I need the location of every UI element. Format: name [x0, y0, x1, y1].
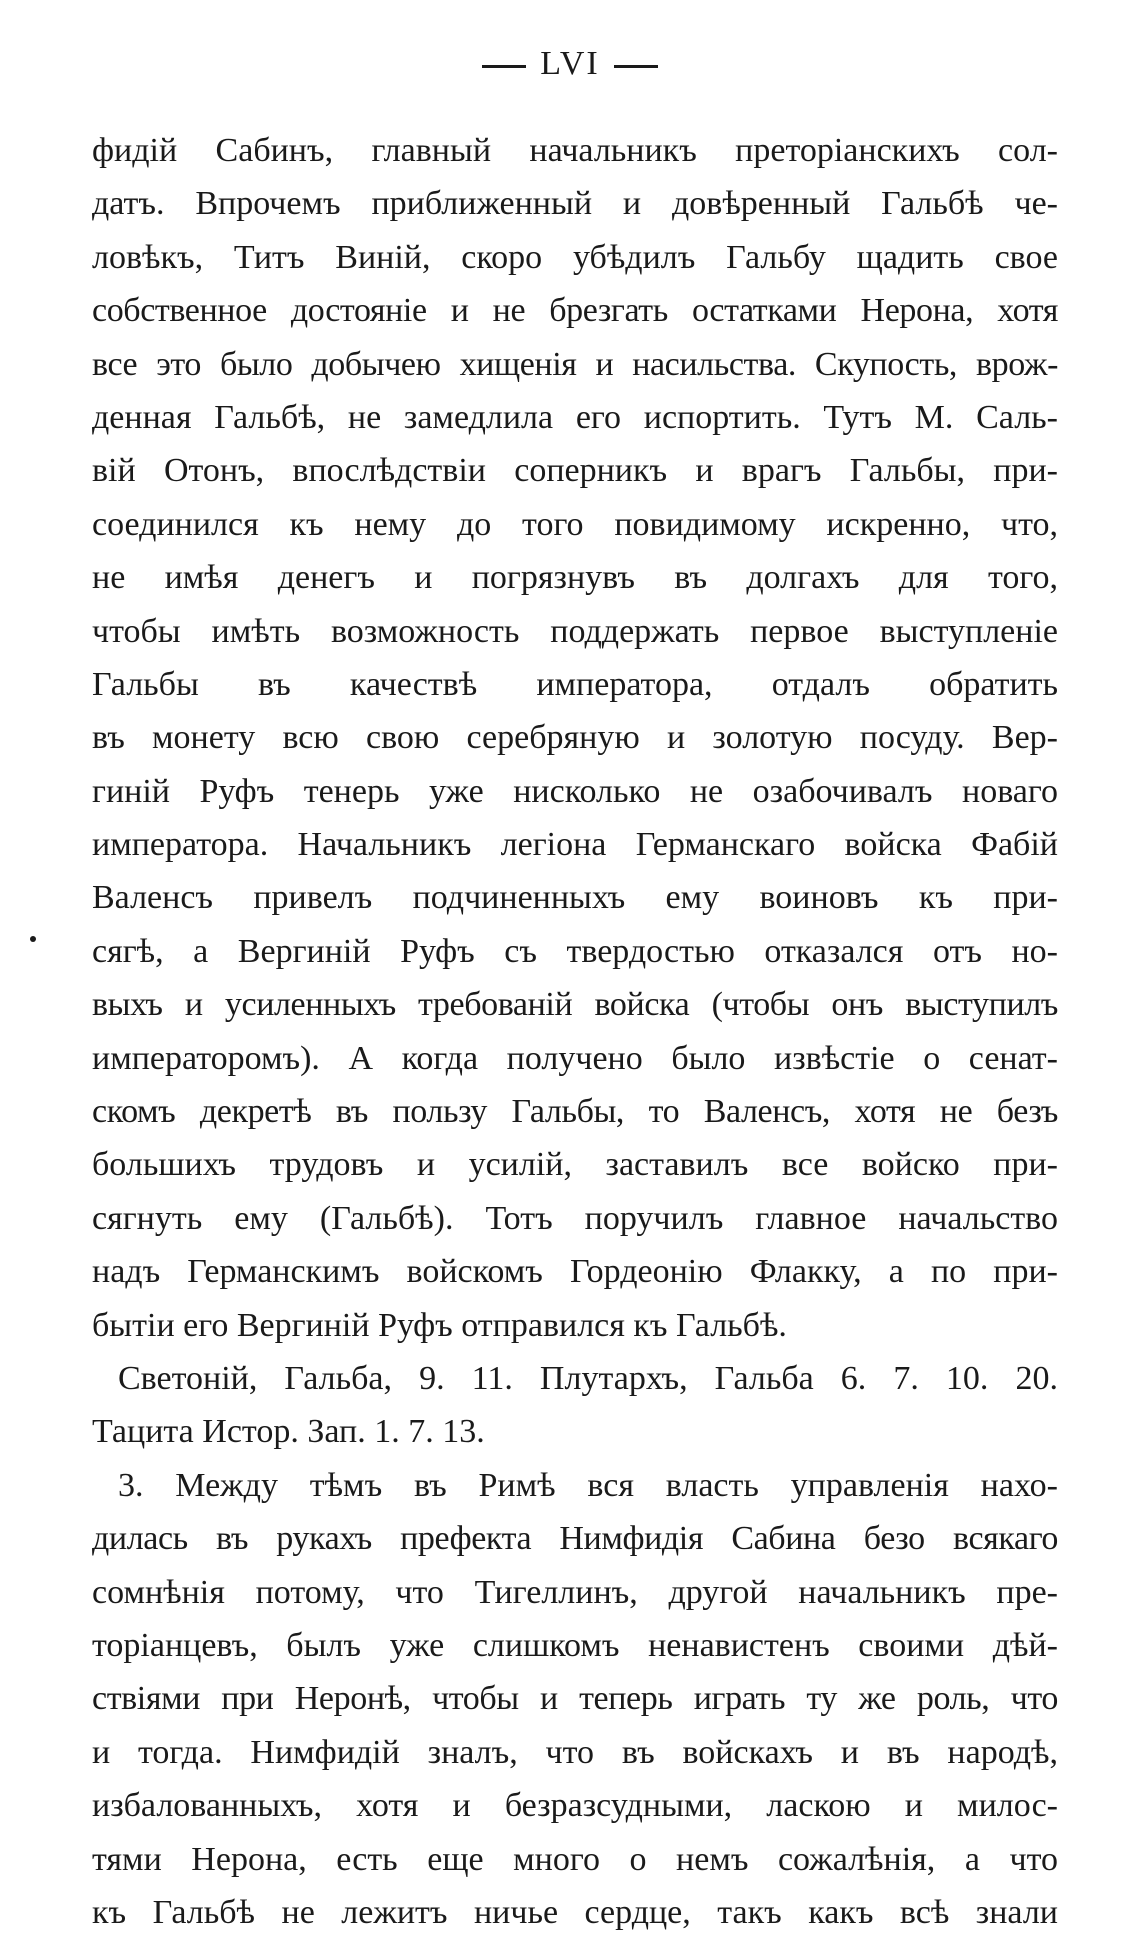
text-line: сомнѣнія потому, что Тигеллинъ, другой начальникъ пре-: [92, 1573, 1058, 1611]
reference-line: Тацита Истор. Зап. 1. 7. 13.: [92, 1413, 485, 1451]
text-line: тями Нерона, есть еще много о немъ сожалѣнія, а что: [92, 1840, 1058, 1878]
text-line: сягнуть ему (Гальбѣ). Тотъ поручилъ главное начальство: [92, 1199, 1058, 1237]
text-line: 3. Между тѣмъ въ Римѣ вся власть управленія нахо-: [118, 1466, 1058, 1504]
text-line: и тогда. Нимфидій зналъ, что въ войскахъ и въ народѣ,: [92, 1733, 1058, 1771]
text-line: фидій Сабинъ, главный начальникъ преторіанскихъ сол-: [92, 132, 1058, 169]
text-line: дилась въ рукахъ префекта Нимфидія Сабина безо всякаго: [92, 1520, 1058, 1558]
source-reference: [92, 1352, 1058, 1459]
text-line: къ Гальбѣ не лежитъ ничье сердце, такъ какъ всѣ знали: [92, 1893, 1058, 1931]
text-line: датъ. Впрочемъ приближенный и довѣренный Гальбѣ че-: [92, 185, 1058, 223]
page-number: LVI: [540, 45, 600, 82]
text-line: соединился къ нему до того повидимому искренно, что,: [92, 505, 1058, 543]
text-line: чтобы имѣть возможность поддержать первое выступленіе: [92, 612, 1058, 650]
text-line: вій Отонъ, впослѣдствіи соперникъ и врагъ Гальбы, при-: [92, 452, 1058, 490]
text-line: выхъ и усиленныхъ требованій войска (чтобы онъ выступилъ: [92, 986, 1058, 1024]
running-head-dash-right: [614, 65, 658, 68]
text-line: собственное достояніе и не брезгать остатками Нерона, хотя: [92, 292, 1058, 330]
text-line: ловѣкъ, Титъ Виній, скоро убѣдилъ Гальбу щадить свое: [92, 238, 1058, 276]
running-head: [0, 44, 1140, 84]
text-line: ствіями при Неронѣ, чтобы и теперь играть ту же роль, что: [92, 1680, 1058, 1718]
text-line: сягѣ, а Вергиній Руфъ съ твердостью отказался отъ но-: [92, 932, 1058, 970]
text-line: торіанцевъ, былъ уже слишкомъ ненавистенъ своими дѣй-: [92, 1626, 1058, 1664]
text-line: скомъ декретѣ въ пользу Гальбы, то Валенсъ, хотя не безъ: [92, 1093, 1058, 1131]
text-line: императора. Начальникъ легіона Германскаго войска Фабій: [92, 826, 1058, 864]
body-text: [92, 124, 1058, 1939]
text-line: императоромъ). А когда получено было извѣстіе о сенат-: [92, 1039, 1058, 1077]
margin-ink-dot: [30, 936, 36, 942]
text-line: не имѣя денегъ и погрязнувъ въ долгахъ для того,: [92, 559, 1058, 597]
text-line: все это было добычею хищенія и насильства. Скупость, врож-: [92, 345, 1058, 383]
text-line: гиній Руфъ тенерь уже нисколько не озабочивалъ новаго: [92, 772, 1058, 810]
running-head-dash-left: [482, 65, 526, 68]
text-line: надъ Германскимъ войскомъ Гордеонію Флакку, а по при-: [92, 1253, 1058, 1291]
text-line: въ монету всю свою серебряную и золотую посуду. Вер-: [92, 719, 1058, 757]
text-line: Гальбы въ качествѣ императора, отдалъ обратить: [92, 665, 1058, 703]
text-line: Валенсъ привелъ подчиненныхъ ему воиновъ къ при-: [92, 879, 1058, 917]
paragraph-2: [92, 1459, 1058, 1939]
text-line: избалованныхъ, хотя и безразсудными, ласкою и милос-: [92, 1787, 1058, 1825]
text-line: большихъ трудовъ и усилій, заставилъ все войско при-: [92, 1146, 1058, 1184]
text-line: бытіи его Вергиній Руфъ отправился къ Гальбѣ.: [92, 1306, 787, 1344]
text-line: денная Гальбѣ, не замедлила его испортить. Тутъ М. Саль-: [92, 398, 1058, 436]
paragraph-1: [92, 124, 1058, 1352]
reference-line: Светоній, Гальба, 9. 11. Плутархъ, Гальба 6. 7. 10. 20.: [118, 1359, 1058, 1397]
